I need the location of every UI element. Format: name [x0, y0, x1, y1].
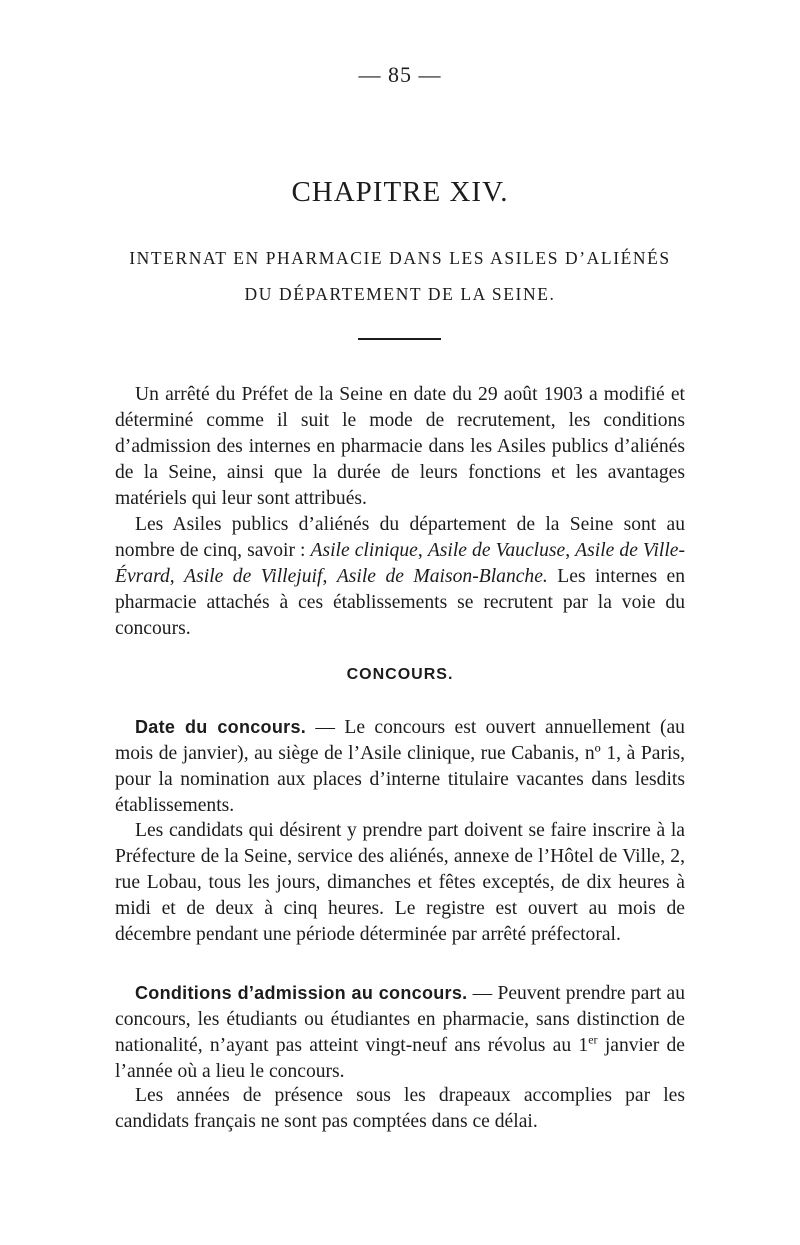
date-text: — Le concours est ouvert annuellement (au mois de janvier), au siège de l’Asile clinique, rue Cabanis, nº 1, à Paris, pour la nomination aux places d’interne titulaire vacantes dans lesdits établissements. — [115, 717, 685, 816]
military-paragraph: Les années de présence sous les drapeaux accomplies par les candidats français ne sont pas comptées dans ce délai. — [115, 1085, 685, 1132]
separator: , — [322, 566, 337, 587]
asylum-name: Asile clinique — [310, 540, 418, 561]
page-number: — 85 — — [358, 62, 442, 87]
asylum-name: Asile de Ville-Évrard — [115, 540, 685, 587]
conditions-text-a: — Peuvent prendre part au concours, les étudiants ou étudiantes en pharmacie, sans distinction de nationalité, n’ayant pas atteint vingt-neuf ans révolus au 1 — [115, 983, 685, 1056]
date-paragraph — [115, 714, 685, 819]
asylum-name: Asile de Villejuif — [184, 566, 323, 587]
section-heading: CONCOURS. — [346, 666, 454, 683]
conditions-paragraph — [115, 980, 685, 1085]
asylums-text-end: Les internes en pharmacie attachés à ces établissements se recrutent par la voie du concours. — [115, 566, 686, 639]
intro-paragraph: Un arrêté du Préfet de la Seine en date du 29 août 1903 a modifié et déterminé comme il suit le mode de recrutement, les conditions d’admission des internes en pharmacie dans les Asiles publics d’aliénés de la Seine, ainsi que la durée de leurs fonctions et les avantages matériels qui leur sont attribués. — [115, 384, 685, 509]
separator: , — [565, 540, 576, 561]
asylum-name: Asile de Maison-Blanche. — [336, 566, 548, 587]
ordinal-superscript: er — [588, 1032, 598, 1047]
separator: , — [417, 540, 428, 561]
chapter-subtitle-line1: INTERNAT EN PHARMACIE DANS LES ASILES D’ALIÉNÉS — [129, 248, 671, 268]
title-divider — [358, 338, 441, 340]
asylums-paragraph — [115, 512, 685, 642]
chapter-subtitle-line2: DU DÉPARTEMENT DE LA SEINE. — [244, 284, 556, 304]
asylums-text-start: Les Asiles publics d’aliénés du département de la Seine sont au nombre de cinq, savoir : — [115, 514, 685, 561]
registration-paragraph: Les candidats qui désirent y prendre part doivent se faire inscrire à la Préfecture de la Seine, service des aliénés, annexe de l’Hôtel de Ville, 2, rue Lobau, tous les jours, dimanches et fêtes exceptés, de dix heures à midi et de deux à cinq heures. Le registre est ouvert au mois de décembre pendant une période déterminée par arrêté préfectoral. — [115, 820, 685, 945]
conditions-runin-title: Conditions d’admission au concours. — [135, 983, 468, 1003]
chapter-title: CHAPITRE XIV. — [291, 176, 509, 208]
date-runin-title: Date du concours. — [135, 717, 307, 737]
separator: , — [169, 566, 185, 587]
conditions-text-b: janvier de l’année où a lieu le concours. — [115, 1035, 685, 1082]
asylum-name: Asile de Vaucluse — [427, 540, 566, 561]
